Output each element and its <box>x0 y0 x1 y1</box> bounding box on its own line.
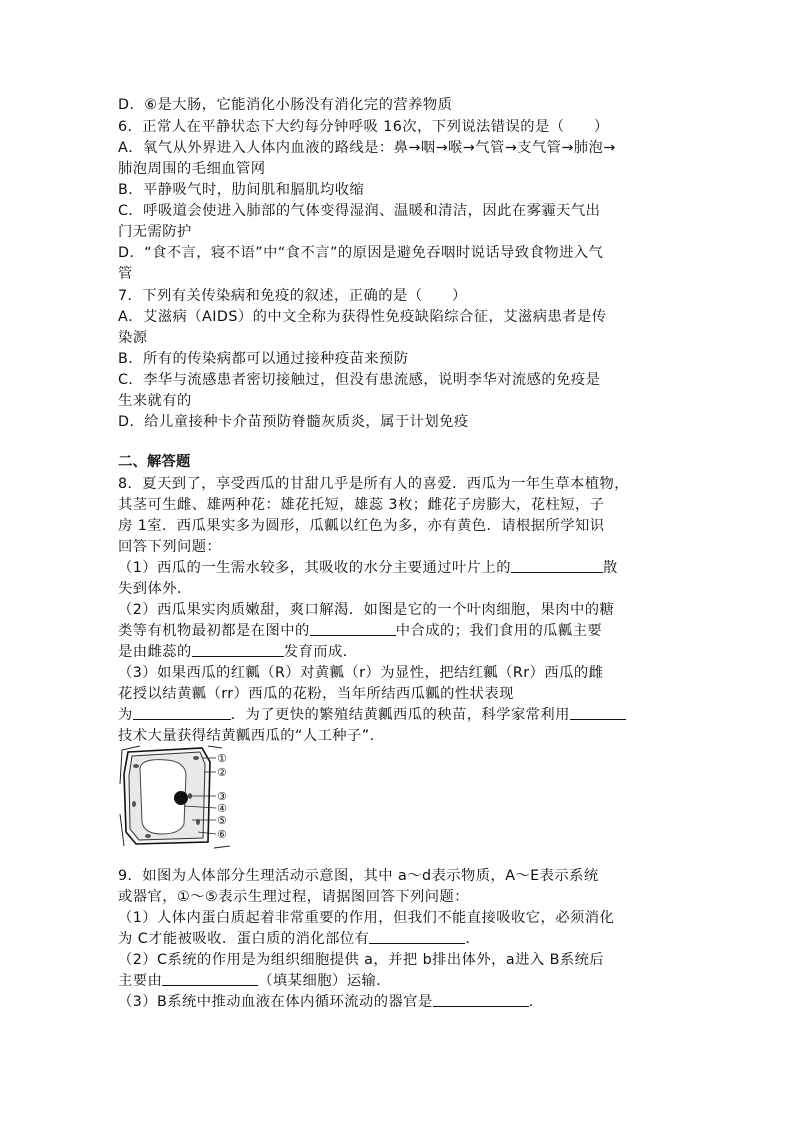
nucleus <box>174 791 188 805</box>
q8-part2-line3 <box>118 642 678 663</box>
q9-part3-text: （3）B系统中推动血液在体内循环流动的器官是 <box>118 994 433 1010</box>
chloroplast <box>145 834 151 838</box>
q5-option-d: D．⑥是大肠，它能消化小肠没有消化完的营养物质 <box>118 97 453 113</box>
chloroplast <box>132 801 136 807</box>
q6-option-b: B．平静吸气时，肋间肌和膈肌均收缩 <box>118 182 365 198</box>
q9-stem-line2: 或器官，①～⑤表示生理过程，请据图回答下列问题： <box>118 889 469 905</box>
q8-part3-line3 <box>118 705 678 726</box>
fig-label-1: ① <box>217 752 227 765</box>
q7-option-c-cont: 生来就有的 <box>118 393 192 409</box>
q8-part2: （2）西瓜果实肉质嫩甜，爽口解渴．如图是它的一个叶肉细胞，果肉中的糖 <box>118 602 615 618</box>
q9-part2-text: 主要由 <box>118 973 163 989</box>
fig-label-2: ② <box>217 766 227 779</box>
q6-option-c-cont: 门无需防护 <box>118 224 192 240</box>
q8-part3: （3）如果西瓜的红瓤（R）对黄瓤（r）为显性，把结红瓤（Rr）西瓜的雌 <box>118 665 604 681</box>
q9-stem-line1: 9．如图为人体部分生理活动示意图，其中 a～d表示物质，A～E表示系统 <box>118 868 599 884</box>
q6-option-a-cont: 肺泡周围的毛细血管网 <box>118 161 266 177</box>
q8-part2-text-end: 发育而成． <box>283 644 358 660</box>
q8-blank-4[interactable] <box>133 705 231 720</box>
q9-part2: （2）C系统的作用是为组织细胞提供 a，并把 b排出体外，a进入 B系统后 <box>118 952 605 968</box>
chloroplast <box>133 764 139 768</box>
q8-stem-line4: 回答下列问题： <box>118 539 222 555</box>
fig-label-4: ④ <box>217 802 227 815</box>
q8-part3-text-mid: ．为了更快的繁殖结黄瓤西瓜的秧苗，科学家常利用 <box>230 707 570 723</box>
q8-part1-text-end: 散 <box>602 560 618 576</box>
q7-option-b: B．所有的传染病都可以通过接种疫苗来预防 <box>118 351 409 367</box>
q7-option-d: D．给儿童接种卡介苗预防脊髓灰质炎，属于计划免疫 <box>118 414 469 430</box>
q9-blank-3[interactable] <box>433 992 529 1007</box>
q7-option-a: A．艾滋病（AIDS）的中文全称为获得性免疫缺陷综合征，艾滋病患者是传 <box>118 309 607 325</box>
q8-part1 <box>118 558 678 579</box>
q8-part2-text-b: 是由雌蕊的 <box>118 644 192 660</box>
q9-part3 <box>118 992 678 1013</box>
fig-label-3: ③ <box>217 790 227 803</box>
q8-blank-3[interactable] <box>192 642 284 657</box>
q8-blank-5[interactable] <box>570 705 626 720</box>
q6-stem: 6．正常人在平静状态下大约每分钟呼吸 16次，下列说法错误的是（ ） <box>118 119 609 135</box>
fig-label-6: ⑥ <box>217 828 227 841</box>
q8-part3-line2: 花授以结黄瓤（rr）西瓜的花粉，当年所结西瓜瓤的性状表现 <box>118 686 514 702</box>
q6-option-d-cont: 管 <box>118 266 133 282</box>
q9-part1-text: 为 C才能被吸收．蛋白质的消化部位有 <box>118 931 370 947</box>
q8-stem-line1: 8．夏天到了，享受西瓜的甘甜几乎是所有人的喜爱．西瓜为一年生草本植物， <box>118 476 629 492</box>
q8-stem-line2: 其茎可生雌、雄两种花：雄花托短，雄蕊 3枚；雌花子房膨大，花柱短，子 <box>118 497 605 513</box>
fig-label-5: ⑤ <box>217 814 227 827</box>
q9-part3-text-end: ． <box>528 994 544 1010</box>
q8-part2-text: 类等有机物最初都是在图中的 <box>118 623 310 639</box>
q9-part1: （1）人体内蛋白质起着非常重要的作用，但我们不能直接吸收它，必须消化 <box>118 910 615 926</box>
q7-option-a-cont: 染源 <box>118 330 148 346</box>
q8-part1-text: （1）西瓜的一生需水较多，其吸收的水分主要通过叶片上的 <box>118 560 511 576</box>
q9-blank-2[interactable] <box>162 971 258 986</box>
q8-part3-text: 为 <box>118 707 133 723</box>
q8-part2-text-mid: 中合成的；我们食用的瓜瓤主要 <box>395 623 603 639</box>
q9-part1-line2 <box>118 929 678 950</box>
q8-part2-line2 <box>118 621 678 642</box>
q6-option-a: A．氧气从外界进入人体内血液的路线是：鼻→咽→喉→气管→支气管→肺泡→ <box>118 140 616 156</box>
q7-stem: 7．下列有关传染病和免疫的叙述，正确的是（ ） <box>118 288 467 304</box>
q8-blank-1[interactable] <box>511 558 603 573</box>
q9-part2-line2 <box>118 971 678 992</box>
chloroplast <box>193 756 199 760</box>
q9-blank-1[interactable] <box>369 929 465 944</box>
q9-part1-text-end: ． <box>465 931 481 947</box>
q6-option-c: C．呼吸道会使进入肺部的气体变得湿润、温暖和清洁，因此在雾霾天气出 <box>118 203 601 219</box>
q7-option-c: C．李华与流感患者密切接触过，但没有患流感，说明李华对流感的免疫是 <box>118 372 601 388</box>
q8-blank-2[interactable] <box>310 621 396 636</box>
q9-part2-text-end: （填某细胞）运输． <box>258 973 391 989</box>
section-title: 二、解答题 <box>118 454 191 470</box>
q8-stem-line3: 房 1室．西瓜果实多为圆形，瓜瓤以红色为多，亦有黄色．请根据所学知识 <box>118 518 605 534</box>
leaf-cell-diagram <box>118 744 238 850</box>
q6-option-d: D．“食不言，寝不语”中“食不言”的原因是避免吞咽时说话导致食物进入气 <box>118 245 604 261</box>
q8-part3-line4: 技术大量获得结黄瓤西瓜的“人工种子”． <box>118 728 385 744</box>
q8-part1-cont: 失到体外． <box>118 581 192 597</box>
